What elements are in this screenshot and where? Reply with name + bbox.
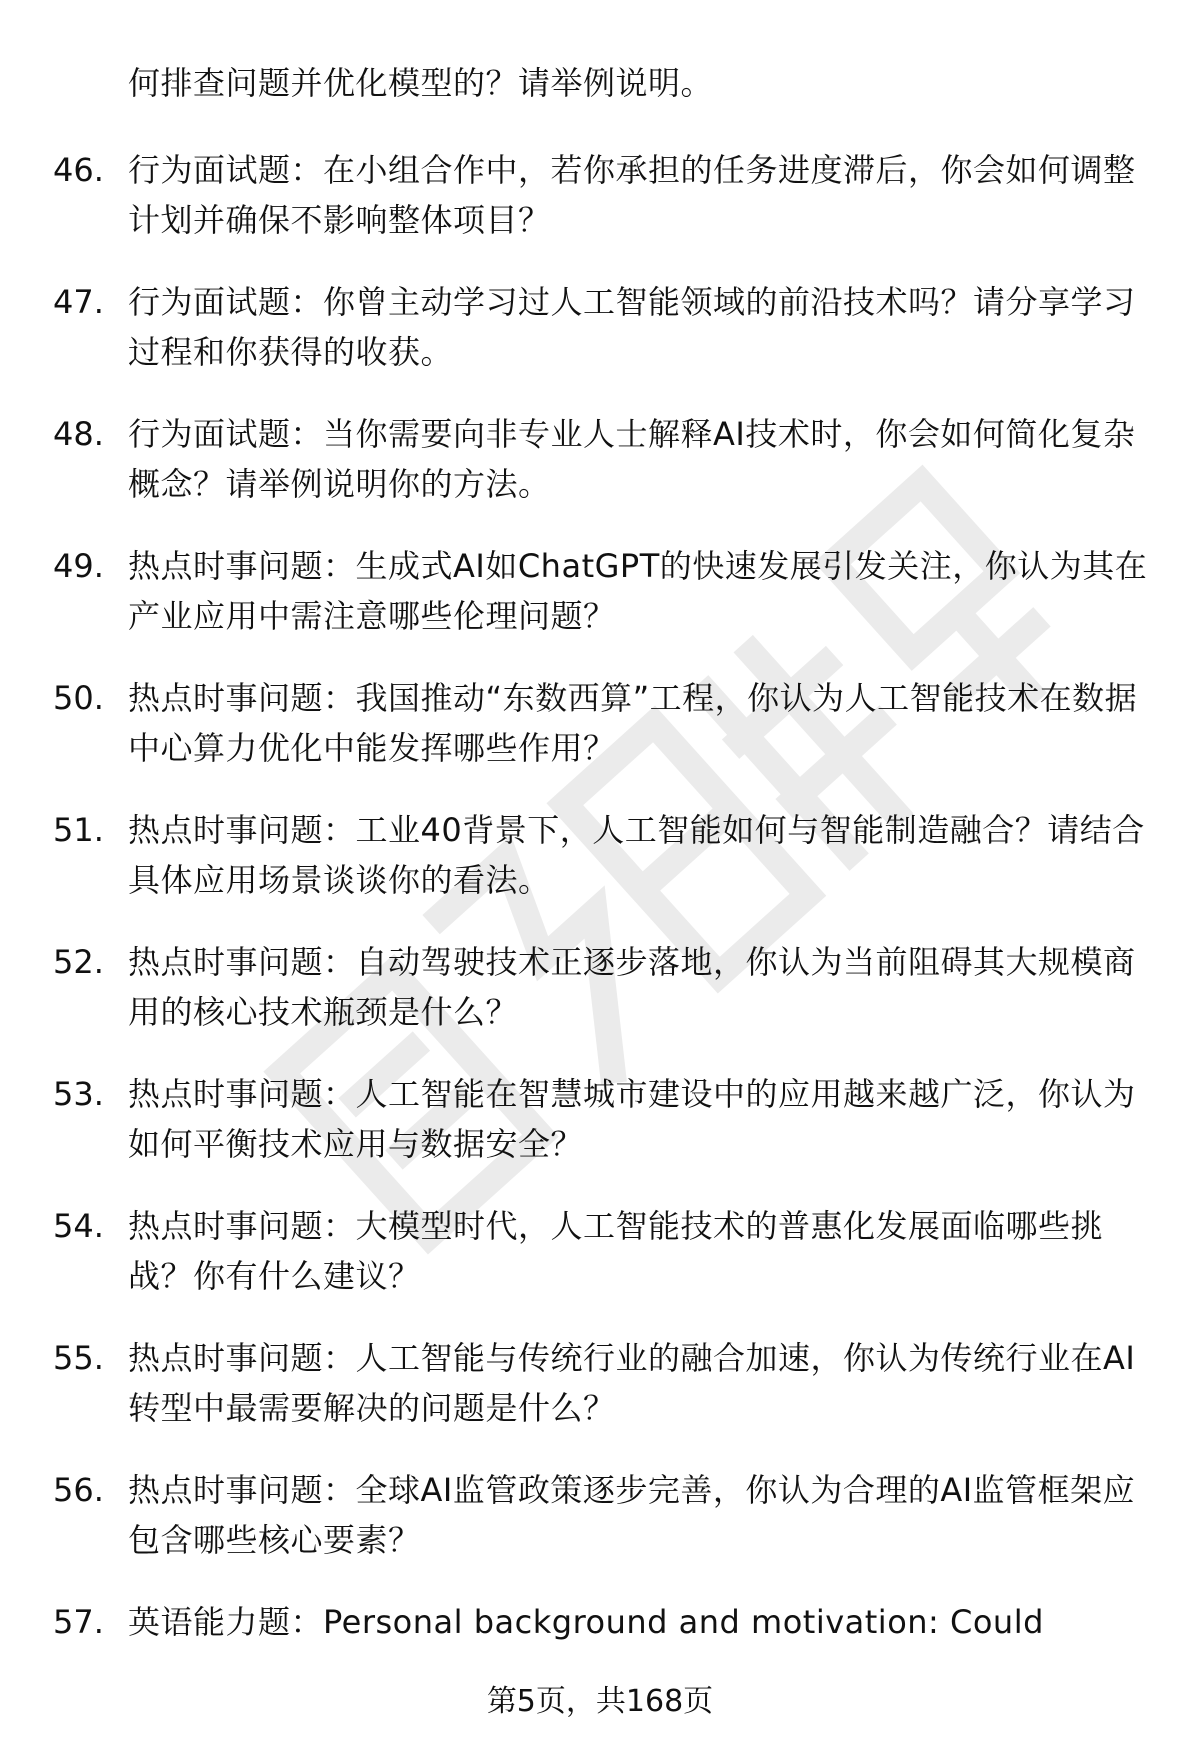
question-number: 52. (53, 943, 104, 981)
list-item (0, 1201, 1200, 1333)
question-number: 51. (53, 811, 104, 849)
question-number: 54. (53, 1207, 104, 1245)
question-number: 49. (53, 547, 104, 585)
list-item (0, 673, 1200, 805)
list-item (0, 1069, 1200, 1201)
list-item (0, 1333, 1200, 1465)
question-number: 57. (53, 1603, 104, 1641)
question-number: 55. (53, 1339, 104, 1377)
question-text: 行为面试题：在小组合作中，若你承担的任务进度滞后，你会如何调整计划并确保不影响整体项目？ (128, 151, 1136, 239)
question-number: 50. (53, 679, 104, 717)
question-list (0, 145, 1200, 1729)
continuation-text: 何排查问题并优化模型的？请举例说明。 (128, 64, 714, 102)
question-text: 行为面试题：当你需要向非专业人士解释AI技术时，你会如何简化复杂概念？请举例说明你的方法。 (128, 415, 1136, 503)
question-number: 53. (53, 1075, 104, 1113)
list-item (0, 1465, 1200, 1597)
question-text: 热点时事问题：人工智能在智慧城市建设中的应用越来越广泛，你认为如何平衡技术应用与数据安全？ (128, 1075, 1136, 1163)
question-number: 48. (53, 415, 104, 453)
question-text: 热点时事问题：大模型时代，人工智能技术的普惠化发展面临哪些挑战？你有什么建议？ (128, 1207, 1104, 1295)
list-item (0, 277, 1200, 409)
page-footer: 第5页，共168页 (486, 1684, 714, 1719)
question-text: 热点时事问题：全球AI监管政策逐步完善，你认为合理的AI监管框架应包含哪些核心要素？ (128, 1471, 1136, 1559)
question-text: 热点时事问题：人工智能与传统行业的融合加速，你认为传统行业在AI转型中最需要解决的问题是什么？ (128, 1339, 1136, 1427)
list-item (0, 409, 1200, 541)
question-text: 热点时事问题：工业40背景下，人工智能如何与智能制造融合？请结合具体应用场景谈谈你的看法。 (128, 811, 1145, 899)
question-text: 英语能力题：Personal background and motivation: Could (128, 1603, 1044, 1641)
list-item (0, 541, 1200, 673)
question-text: 热点时事问题：自动驾驶技术正逐步落地，你认为当前阻碍其大规模商用的核心技术瓶颈是什么？ (128, 943, 1136, 1031)
list-item (0, 805, 1200, 937)
question-text: 热点时事问题：生成式AI如ChatGPT的快速发展引发关注，你认为其在产业应用中需注意哪些伦理问题？ (128, 547, 1148, 635)
question-number: 46. (53, 151, 104, 189)
list-item (0, 145, 1200, 277)
question-number: 47. (53, 283, 104, 321)
list-item (0, 937, 1200, 1069)
question-text: 热点时事问题：我国推动“东数西算”工程，你认为人工智能技术在数据中心算力优化中能发挥哪些作用？ (128, 679, 1138, 767)
question-number: 56. (53, 1471, 104, 1509)
question-text: 行为面试题：你曾主动学习过人工智能领域的前沿技术吗？请分享学习过程和你获得的收获。 (128, 283, 1136, 371)
